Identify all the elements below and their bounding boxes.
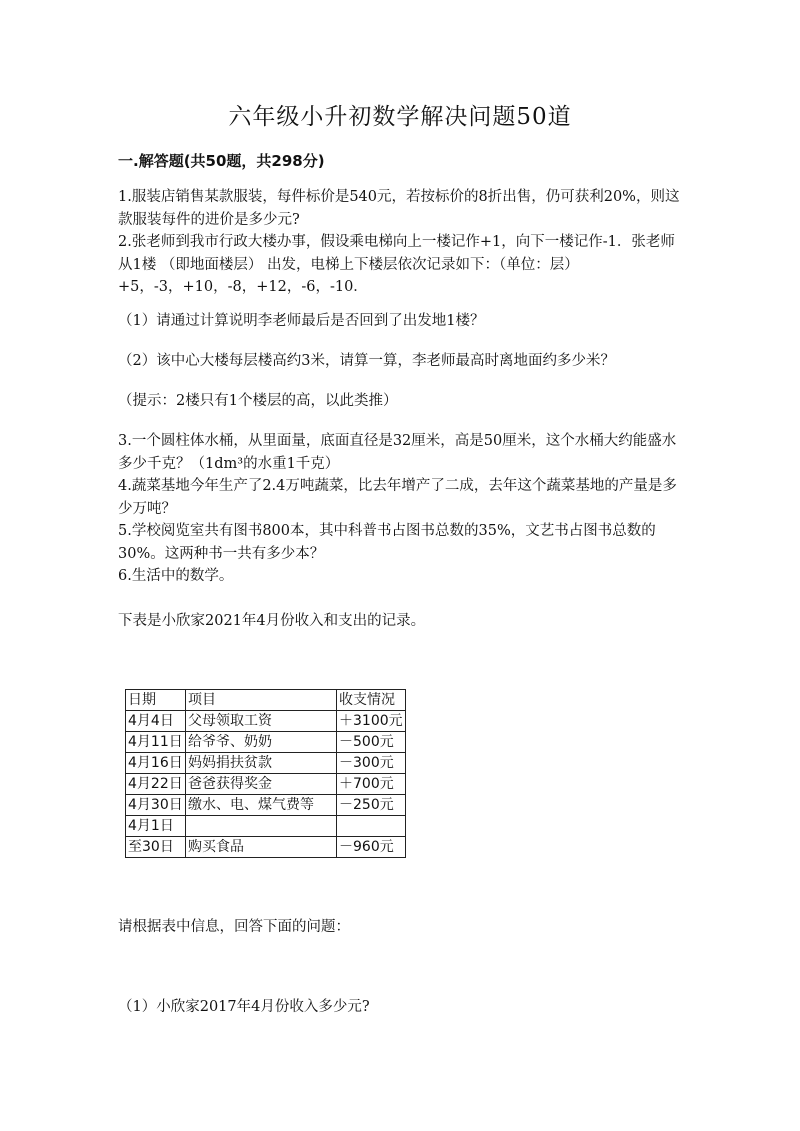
table-header-cell: 项目 xyxy=(186,690,337,711)
table-cell xyxy=(186,816,337,837)
question-2-hint: （提示：2楼只有1个楼层的高，以此类推） xyxy=(118,393,398,409)
question-2: 2.张老师到我市行政大楼办事，假设乘电梯向上一楼记作+1，向下一楼记作-1．张老师从1楼 （即地面楼层） 出发，电梯上下楼层依次记录如下：（单位：层）+5，-3，+10，-8，+12，-6，-10． xyxy=(118,234,675,295)
table-header-cell: 日期 xyxy=(126,690,186,711)
table-cell: 妈妈捐扶贫款 xyxy=(186,753,337,774)
table-cell: 4月1日 xyxy=(126,816,186,837)
table-row xyxy=(126,774,406,795)
table-cell: －500元 xyxy=(337,732,406,753)
table-row xyxy=(126,795,406,816)
table-cell: －300元 xyxy=(337,753,406,774)
table-row xyxy=(126,753,406,774)
page-title: 六年级小升初数学解决问题50道 xyxy=(228,104,572,130)
table-cell: 4月16日 xyxy=(126,753,186,774)
table-cell: ＋700元 xyxy=(337,774,406,795)
table-cell: 4月22日 xyxy=(126,774,186,795)
table-cell: －960元 xyxy=(337,837,406,858)
question-6-intro: 下表是小欣家2021年4月份收入和支出的记录。 xyxy=(118,613,426,629)
table-cell xyxy=(337,816,406,837)
question-2-sub-1: （1）请通过计算说明李老师最后是否回到了出发地1楼？ xyxy=(118,313,485,329)
table-row xyxy=(126,711,406,732)
table-cell: 4月4日 xyxy=(126,711,186,732)
question-1: 1.服装店销售某款服装，每件标价是540元，若按标价的8折出售，仍可获利20%，则这款服装每件的进价是多少元? xyxy=(118,189,680,228)
table-cell: 购买食品 xyxy=(186,837,337,858)
table-cell: 给爷爷、奶奶 xyxy=(186,732,337,753)
table-cell: 4月11日 xyxy=(126,732,186,753)
table-row xyxy=(126,837,406,858)
table-cell: 缴水、电、煤气费等 xyxy=(186,795,337,816)
questions-3-to-6: 3.一个圆柱体水桶，从里面量，底面直径是32厘米，高是50厘米，这个水桶大约能盛水多少千克？（1dm³的水重1千克） 4.蔬菜基地今年生产了2.4万吨蔬菜，比去年增产了二成，去年这个蔬菜基地的产量是多少万吨？ 5.学校阅览室共有图书800本，其中科普书占图书总数的35%，文艺书占图书总数的30%。这两种书一共有多少本？ 6.生活中的数学。 xyxy=(118,433,677,584)
table-cell: 父母领取工资 xyxy=(186,711,337,732)
table-header-row xyxy=(126,690,406,711)
table-cell: 4月30日 xyxy=(126,795,186,816)
income-expense-table xyxy=(125,689,406,858)
section-heading: 一.解答题(共50题，共298分) xyxy=(118,152,325,170)
question-6-sub-1: （1）小欣家2017年4月份收入多少元? xyxy=(118,999,370,1015)
question-2-sub-2: （2）该中心大楼每层楼高约3米，请算一算，李老师最高时离地面约多少米？ xyxy=(118,353,615,369)
question-6-prompt: 请根据表中信息，回答下面的问题： xyxy=(118,919,350,935)
table-header-cell: 收支情况 xyxy=(337,690,406,711)
table-row xyxy=(126,816,406,837)
table-cell: －250元 xyxy=(337,795,406,816)
table-row xyxy=(126,732,406,753)
table-cell: 爸爸获得奖金 xyxy=(186,774,337,795)
table-cell: 至30日 xyxy=(126,837,186,858)
table-cell: ＋3100元 xyxy=(337,711,406,732)
